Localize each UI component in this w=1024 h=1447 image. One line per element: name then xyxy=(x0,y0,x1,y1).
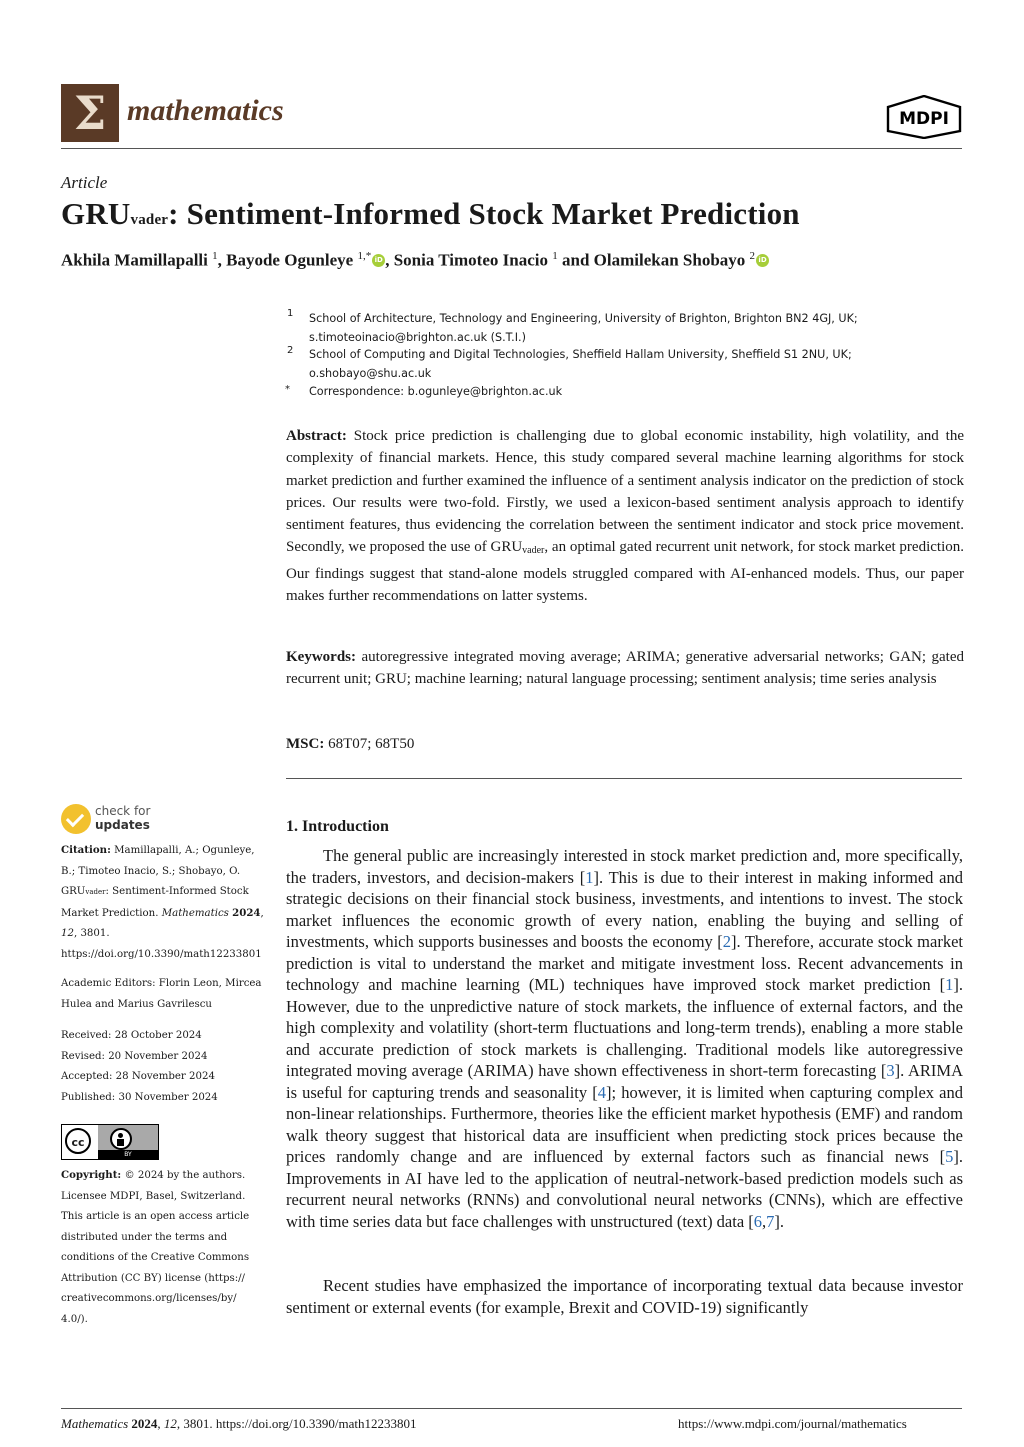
article-type: Article xyxy=(61,173,108,192)
author-name: Akhila Mamillapalli xyxy=(61,250,208,270)
academic-editors: Academic Editors: Florin Leon, Mircea Hulea and Marius Gavrilescu xyxy=(61,978,262,1010)
author-list: Akhila Mamillapalli $^1$, Bayode Ogunleye $^{1,*}$ iD , Sonia Timoteo Inacio $^1$ and Olamilekan Shobayo $^2$ iD xyxy=(61,250,769,271)
affiliation-mark: 2 xyxy=(287,345,294,356)
citation-reference-link[interactable]: 2 xyxy=(722,932,732,951)
paper-title: GRUvader: Sentiment-Informed Stock Market Prediction xyxy=(61,196,800,231)
author-affiliation-sup: 1,* xyxy=(357,250,372,262)
citation-reference-link[interactable]: 4 xyxy=(597,1082,606,1102)
orcid-icon[interactable]: iD xyxy=(756,254,769,267)
dates-block xyxy=(61,1026,271,1108)
keywords: Keywords: autoregressive integrated moving average; ARIMA; generative adversarial networks; GAN; gated recurrent unit; GRU; machine learning; natural language processing; sentiment analysis; time series analysis xyxy=(286,649,965,688)
publisher-name: MDPI xyxy=(899,109,949,129)
section-heading: 1. Introduction xyxy=(286,818,389,835)
affiliation-mark: 1 xyxy=(287,308,294,319)
revised-date: Revised: 20 November 2024 xyxy=(61,1050,208,1062)
cc-by-license-badge[interactable]: cc BY xyxy=(61,1124,159,1160)
journal-name: mathematics xyxy=(127,94,284,127)
author-name: Olamilekan Shobayo xyxy=(593,250,746,270)
published-date: Published: 30 November 2024 xyxy=(61,1091,218,1103)
cc-icon: cc xyxy=(65,1128,91,1154)
author-affiliation-sup: 1 xyxy=(552,250,558,262)
affiliation-mark: * xyxy=(285,384,290,395)
abstract-divider xyxy=(286,778,962,779)
citation-reference-link[interactable]: 1 xyxy=(945,975,954,994)
intro-paragraph-1: The general public are increasingly interested in stock market prediction and, more specifically, the traders, investors, and decision-makers [1]. This is due to their interest in making informed and strategic decisions on their financial stock business, investments, and intentions to invest. The stock market influences the economic growth of every nation, enabling the buying and selling of investments, which supports businesses and boosts the economy [2]. Therefore, accurate stock market prediction is vital to understand the market and mitigate investment loss. Recent advancements in technology and machine learning (ML) techniques have improved stock market prediction [1]. However, due to the unpredictive nature of stock markets, the influence of external factors, and the high complexity and volatility (short-term fluctuations and long-term trends), enabling a more stable and accurate prediction of stock markets is challenging. Traditional models like autoregressive integrated moving average (ARIMA) have shown effectiveness in short-term forecasting [3]. ARIMA is useful for capturing trends and seasonality [4]; however, it is limited when capturing complex and non-linear relationships. Furthermore, theories like the efficient market hypothesis (EMF) and random walk theory suggest that historical data are insufficient when predicting stock prices because the prices randomly change and are influenced by external factors such as financial news [5]. Improvements in AI have led to the application of neutral-network-based prediction models such as recurrent neural networks (RNNs) and convolutional neural networks (CNNs), which are effective with time series data but face challenges with unstructured (text) data [6,7]. xyxy=(286,846,963,1231)
checkmark-icon xyxy=(61,804,91,834)
citation-reference-link[interactable]: 7 xyxy=(766,1211,775,1231)
journal-url-link[interactable]: https://www.mdpi.com/journal/mathematics xyxy=(678,1416,907,1431)
received-date: Received: 28 October 2024 xyxy=(61,1030,202,1041)
author-affiliation-sup: 2 xyxy=(749,250,756,262)
footer-citation: Mathematics 2024, 12, 3801. https://doi.org/10.3390/math12233801 xyxy=(61,1416,417,1431)
check-for-updates-button[interactable]: check for updates xyxy=(61,804,161,836)
citation-reference-link[interactable]: 6 xyxy=(753,1211,763,1231)
attribution-icon xyxy=(110,1128,132,1150)
intro-paragraph-2: Recent studies have emphasized the importance of incorporating textual data because investor sentiment or external events (for example, Brexit and COVID-19) significantly xyxy=(286,1276,963,1317)
citation-reference-link[interactable]: 1 xyxy=(585,867,594,887)
citation-reference-link[interactable]: 5 xyxy=(945,1147,954,1166)
citation-block: Citation: Mamillapalli, A.; Ogunleye, B.; Timoteo Inacio, S.; Shobayo, O. GRUvader: Sentiment-Informed Stock Market Prediction. Mathematics 2024, 12, 3801. https://doi.org/10.3390/math12233801 xyxy=(61,844,264,960)
orcid-icon[interactable]: iD xyxy=(372,254,385,267)
header-divider xyxy=(61,148,962,149)
correspondence-line: Correspondence: b.ogunleye@brighton.ac.uk xyxy=(309,385,563,398)
abstract: Abstract: Stock price prediction is challenging due to global economic instability, high volatility, and the complexity of financial markets. Hence, this study compared several machine learning algorithms for stock market prediction and further examined the influence of a sentiment analysis indicator on the prediction of stock prices. Our results were two-fold. Firstly, we used a lexicon-based sentiment analysis approach to identify sentiment features, thus evidencing the correlation between the sentiment indicator and stock price movement. Secondly, we proposed the use of $GRU_{vader}$, an optimal gated recurrent unit network, for stock market prediction. Our findings suggest that stand-alone models struggled compared with AI-enhanced models. Thus, our paper makes further recommendations on latter systems. xyxy=(286,428,965,605)
affiliation-line: School of Architecture, Technology and Engineering, University of Brighton, Brighton BN2 4GJ, UK; s.timoteoinacio@brighton.ac.uk (S.T.I.) xyxy=(309,312,858,344)
author-name: Bayode Ogunleye xyxy=(226,250,354,270)
msc-codes: MSC: 68T07; 68T50 xyxy=(286,736,415,752)
copyright-block: Copyright: © 2024 by the authors. Licensee MDPI, Basel, Switzerland. This article is an open access article distributed under the terms and conditions of the Creative Commons Attribution (CC BY) license (https:// creativecommons.org/licenses/by/ 4.0/). xyxy=(61,1169,250,1325)
journal-logo-icon: Σ xyxy=(61,84,119,142)
author-name: Sonia Timoteo Inacio xyxy=(393,250,548,270)
mdpi-logo-icon xyxy=(886,95,962,139)
author-affiliation-sup: 1 xyxy=(212,250,218,262)
footer-divider xyxy=(61,1408,962,1409)
accepted-date: Accepted: 28 November 2024 xyxy=(61,1071,215,1082)
affiliation-line: School of Computing and Digital Technologies, Sheffield Hallam University, Sheffield S1 2NU, UK; o.shobayo@shu.ac.uk xyxy=(309,348,852,380)
citation-reference-link[interactable]: 3 xyxy=(886,1061,895,1080)
